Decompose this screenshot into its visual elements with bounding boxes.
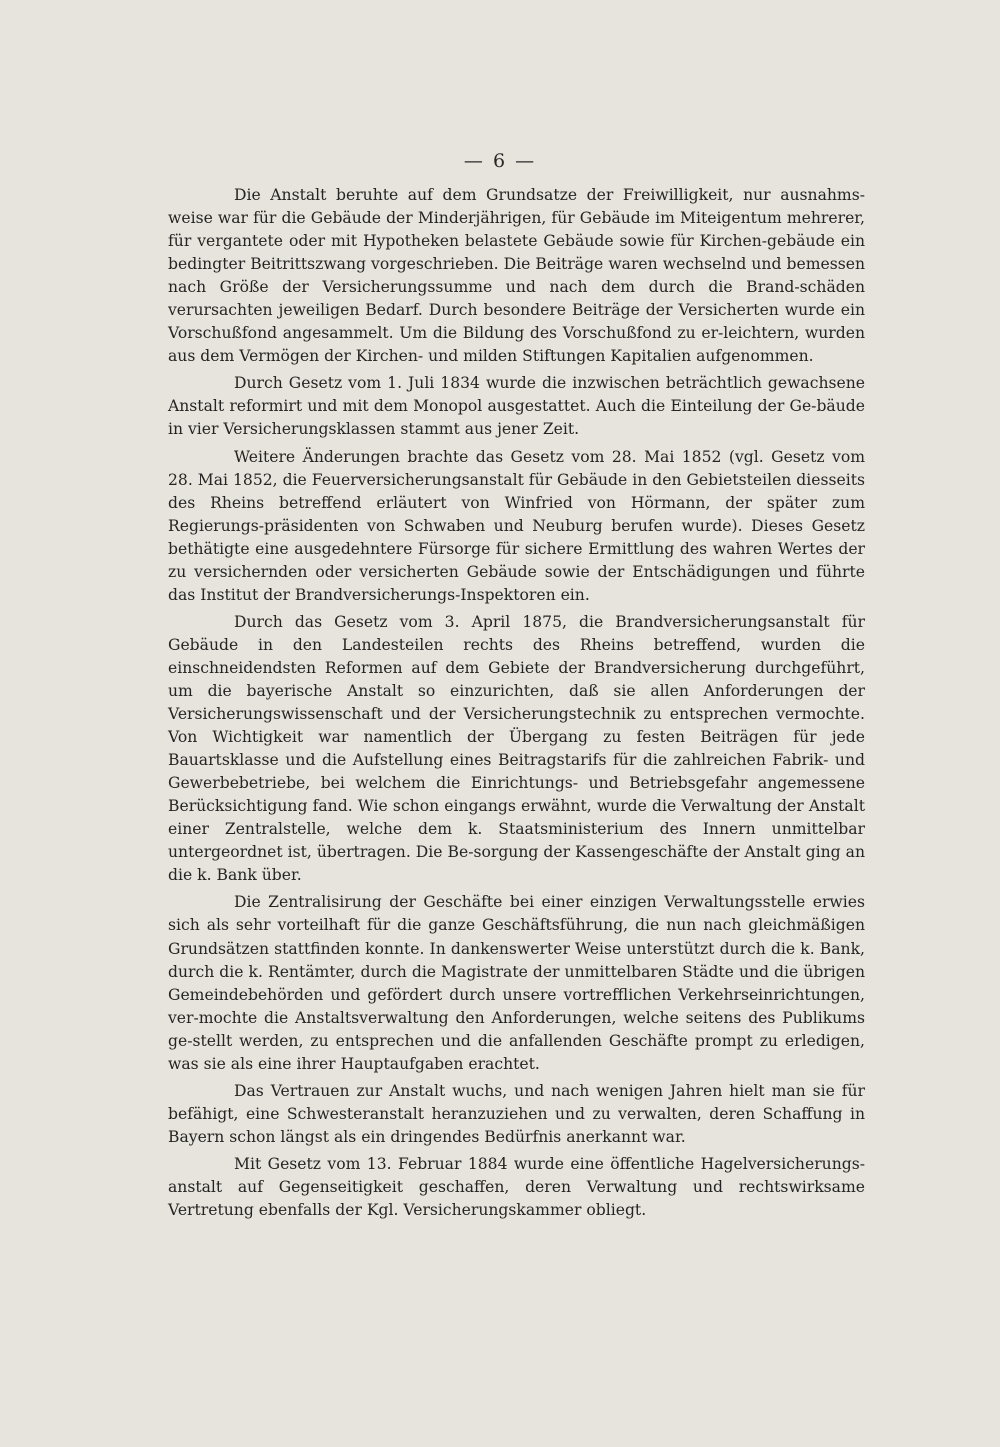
paragraph-6: Das Vertrauen zur Anstalt wuchs, und nach wenigen Jahren hielt man sie für befähigt, eine Schwesteranstalt heranzuziehen und zu verwalten, deren Schaffung in Bayern schon längst als ein dringendes Bedürfnis anerkannt war.	[168, 1081, 865, 1146]
page-number: — 6 —	[463, 150, 537, 172]
paragraph-5: Die Zentralisirung der Geschäfte bei einer einzigen Verwaltungsstelle erwies sich als sehr vorteilhaft für die ganze Geschäftsführung, die nun nach gleichmäßigen Grundsätzen stattfinden konnte. In dankenswerter Weise unterstützt durch die k. Bank, durch die k. Rentämter, durch die Magistrate der unmittelbaren Städte und die übrigen Gemeindebehörden und gefördert durch unsere vortrefflichen Verkehrseinrichtungen, ver-mochte die Anstaltsverwaltung den Anforderungen, welche seitens des Publikums ge-stellt werden, zu entsprechen und die anfallenden Geschäfte prompt zu erledigen, was sie als eine ihrer Hauptaufgaben erachtet.	[168, 893, 865, 1073]
paragraph-7: Mit Gesetz vom 13. Februar 1884 wurde eine öffentliche Hagelversicherungs-anstalt auf Gegenseitigkeit geschaffen, deren Verwaltung und rechtswirksame Vertretung ebenfalls der Kgl. Versicherungskammer obliegt.	[168, 1154, 865, 1220]
paragraph-4: Durch das Gesetz vom 3. April 1875, die Brandversicherungsanstalt für Gebäude in den Landesteilen rechts des Rheins betreffend, wurden die einschneidendsten Reformen auf dem Gebiete der Brandversicherung durchgeführt, um die bayerische Anstalt so einzurichten, daß sie allen Anforderungen der Versicherungswissenschaft und der Versicherungstechnik zu entsprechen vermochte. Von Wichtigkeit war namentlich der Übergang zu festen Beiträgen für jede Bauartsklasse und die Aufstellung eines Beitragstarifs für die zahlreichen Fabrik- und Gewerbebetriebe, bei welchem die Einrichtungs- und Betriebsgefahr angemessene Berücksichtigung fand. Wie schon eingangs erwähnt, wurde die Verwaltung der Anstalt einer Zentralstelle, welche dem k. Staatsministerium des Innern unmittelbar untergeordnet ist, übertragen. Die Be-sorgung der Kassengeschäfte der Anstalt ging an die k. Bank über.	[168, 612, 865, 885]
paragraph-3: Weitere Änderungen brachte das Gesetz vom 28. Mai 1852 (vgl. Gesetz vom 28. Mai 1852, die Feuerversicherungsanstalt für Gebäude in den Gebietsteilen diesseits des Rheins betreffend erläutert von Winfried von Hörmann, der später zum Regierungs-präsidenten von Schwaben und Neuburg berufen wurde). Dieses Gesetz bethätigte eine ausgedehntere Fürsorge für sichere Ermittlung des wahren Wertes der zu versichernden oder versicherten Gebäude sowie der Entschädigungen und führte das Institut der Brandversicherungs-Inspektoren ein.	[168, 447, 865, 604]
paragraph-2: Durch Gesetz vom 1. Juli 1834 wurde die inzwischen beträchtlich gewachsene Anstalt reformirt und mit dem Monopol ausgestattet. Auch die Einteilung der Ge-bäude in vier Versicherungsklassen stammt aus jener Zeit.	[168, 374, 865, 439]
body-text	[168, 184, 865, 1226]
paragraph-1: Die Anstalt beruhte auf dem Grundsatze der Freiwilligkeit, nur ausnahms-weise war für die Gebäude der Minderjährigen, für Gebäude im Miteigentum mehrerer, für vergantete oder mit Hypotheken belastete Gebäude sowie für Kirchen-gebäude ein bedingter Beitrittszwang vorgeschrieben. Die Beiträge waren wechselnd und bemessen nach Größe der Versicherungssumme und nach dem durch die Brand-schäden verursachten jeweiligen Bedarf. Durch besondere Beiträge der Versicherten wurde ein Vorschußfond angesammelt. Um die Bildung des Vorschußfond zu er-leichtern, wurden aus dem Vermögen der Kirchen- und milden Stiftungen Kapitalien aufgenommen.	[168, 186, 865, 366]
